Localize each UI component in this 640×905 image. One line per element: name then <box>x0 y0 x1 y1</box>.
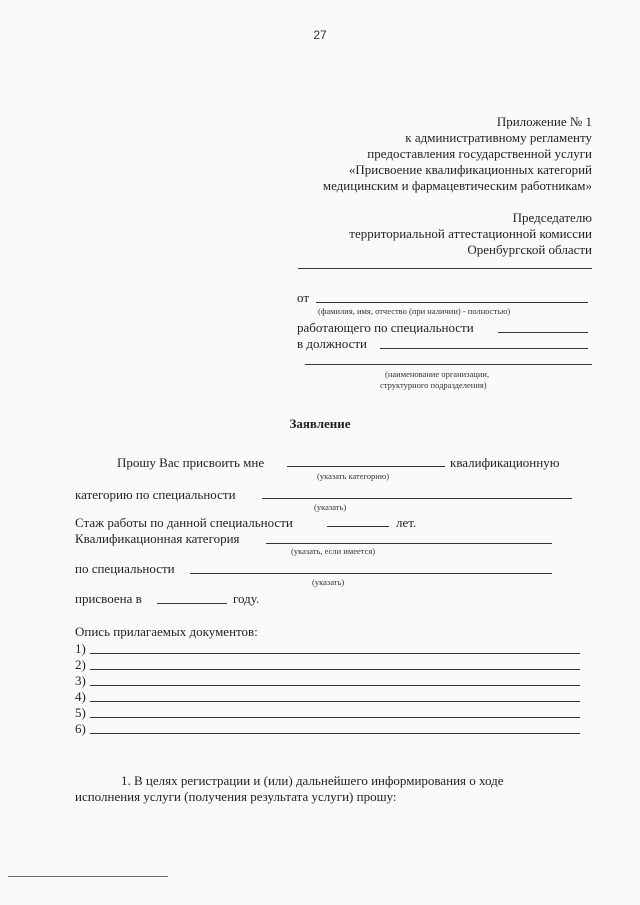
experience-unit: лет. <box>396 515 417 530</box>
document-item-number: 5) <box>75 705 86 720</box>
work-specialty-field[interactable] <box>498 332 588 333</box>
qualification-field[interactable] <box>266 543 552 544</box>
appendix-line: к административному регламенту <box>405 130 592 145</box>
assigned-year-unit: году. <box>233 591 260 606</box>
section-1-line-1: 1. В целях регистрации и (или) дальнейшего информирования о ходе <box>121 773 504 788</box>
document-item-number: 6) <box>75 721 86 736</box>
from-label: от <box>297 290 310 305</box>
addressee-line: территориальной аттестационной комиссии <box>349 226 592 241</box>
category-hint: (указать категорию) <box>317 471 390 481</box>
assigned-specialty-label: по специальности <box>75 561 175 576</box>
qualification-label: Квалификационная категория <box>75 531 240 546</box>
from-name-hint: (фамилия, имя, отчество (при наличии) - полностью) <box>318 306 511 316</box>
appendix-line: медицинским и фармацевтическим работникам» <box>322 178 592 193</box>
appendix-line: предоставления государственной услуги <box>367 146 592 161</box>
work-specialty-label: работающего по специальности <box>297 320 474 335</box>
from-name-field[interactable] <box>316 302 588 303</box>
document-item-number: 1) <box>75 641 86 656</box>
organization-hint: (наименование организации, <box>385 369 490 379</box>
scan-edge-line <box>8 876 168 877</box>
document-item-number: 2) <box>75 657 86 672</box>
document-item-field[interactable] <box>90 685 580 686</box>
organization-hint: структурного подразделения) <box>380 380 487 390</box>
category-specialty-label: категорию по специальности <box>75 487 236 502</box>
document-item-field[interactable] <box>90 701 580 702</box>
addressee-line: Оренбургской области <box>467 242 592 257</box>
experience-field[interactable] <box>327 526 389 527</box>
section-1-line-2: исполнения услуги (получения результата услуги) прошу: <box>75 789 397 804</box>
document-item-field[interactable] <box>90 717 580 718</box>
organization-field[interactable] <box>305 364 592 365</box>
request-text-end: квалификационную <box>450 455 560 470</box>
assigned-specialty-hint: (указать) <box>312 577 345 587</box>
request-text-start: Прошу Вас присвоить мне <box>117 455 265 470</box>
document-item-field[interactable] <box>90 733 580 734</box>
category-field[interactable] <box>287 466 445 467</box>
specialty-hint: (указать) <box>314 502 347 512</box>
addressee-title: Председателю <box>512 210 592 225</box>
appendix-line: «Присвоение квалификационных категорий <box>348 162 592 177</box>
qualification-hint: (указать, если имеется) <box>291 546 376 556</box>
document-title: Заявление <box>289 416 351 431</box>
page-number: 27 <box>313 28 327 42</box>
document-item-field[interactable] <box>90 653 580 654</box>
document-item-number: 3) <box>75 673 86 688</box>
assigned-specialty-field[interactable] <box>190 573 552 574</box>
experience-label: Стаж работы по данной специальности <box>75 515 293 530</box>
category-specialty-field[interactable] <box>262 498 572 499</box>
position-field[interactable] <box>380 348 588 349</box>
documents-heading: Опись прилагаемых документов: <box>75 624 258 639</box>
document-item-number: 4) <box>75 689 86 704</box>
position-label: в должности <box>297 336 367 351</box>
assigned-year-field[interactable] <box>157 603 227 604</box>
assigned-year-label: присвоена в <box>75 591 142 606</box>
addressee-blank-line[interactable] <box>298 268 592 269</box>
document-item-field[interactable] <box>90 669 580 670</box>
appendix-number: Приложение № 1 <box>496 114 592 129</box>
